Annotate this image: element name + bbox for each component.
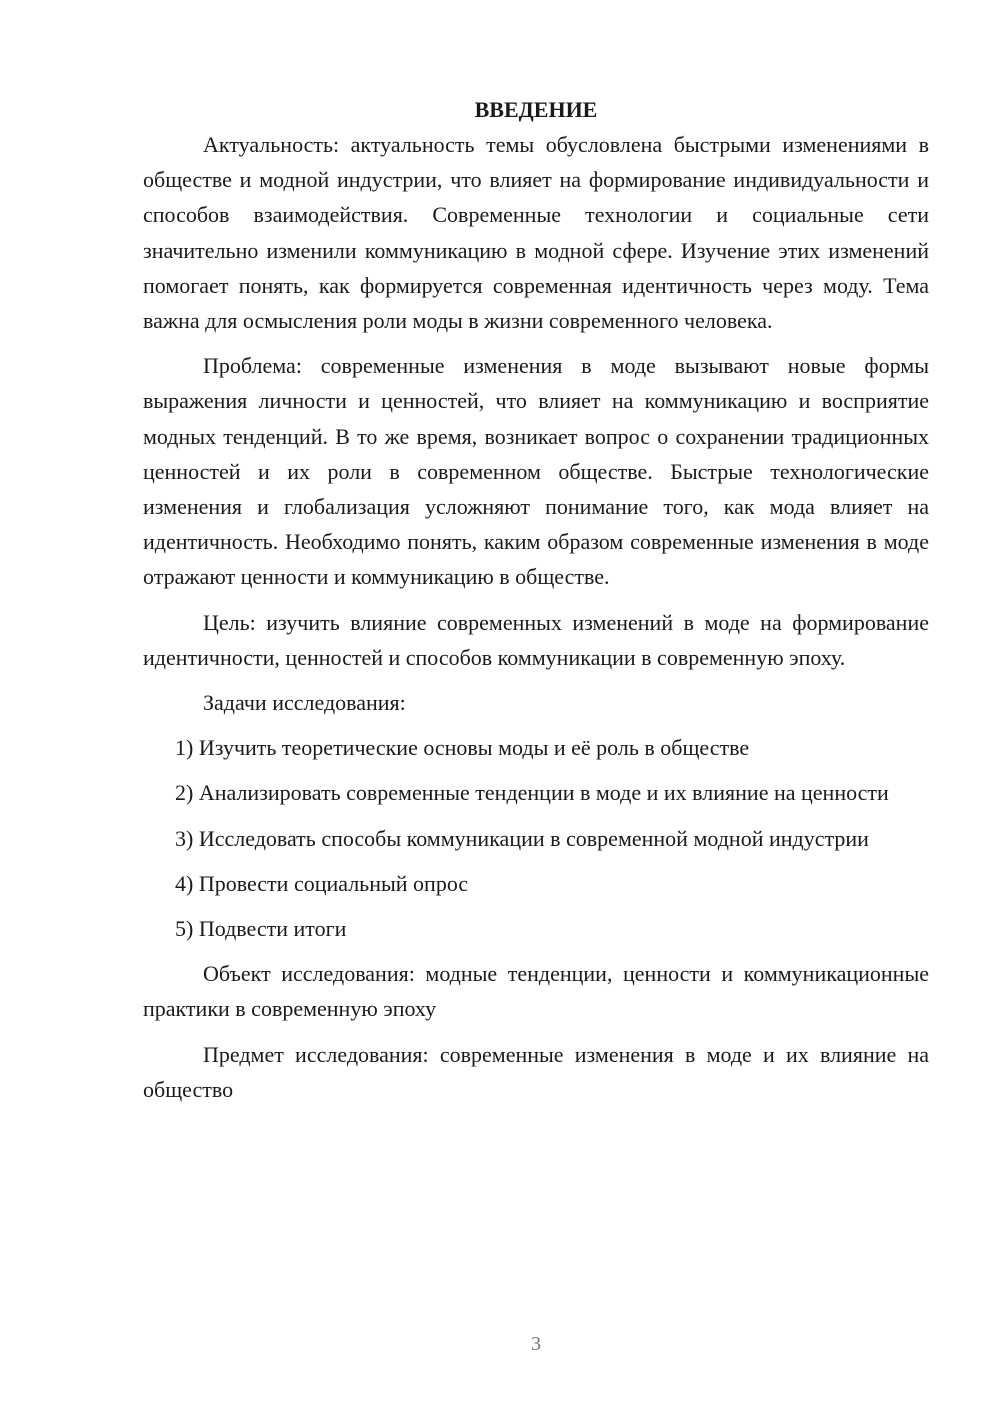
paragraph-goal: Цель: изучить влияние современных изменений в моде на формирование идентичности, ценностей и способов коммуникации в современную эпоху. <box>143 609 929 670</box>
paragraph-relevance: Актуальность: актуальность темы обусловлена быстрыми изменениями в обществе и модной индустрии, что влияет на формирование индивидуальности и способов взаимодействия. Современные технологии и социальные сети значительно изменили коммуникацию в модной сфере. Изучение этих изменений помогает понять, как формируется современная идентичность через моду. Тема важна для осмысления роли моды в жизни современного человека. <box>143 132 929 334</box>
document-page <box>143 95 929 1117</box>
task-item: 1) Изучить теоретические основы моды и её роль в обществе <box>175 735 750 761</box>
task-item: 4) Провести социальный опрос <box>175 870 469 896</box>
task-item: 3) Исследовать способы коммуникации в современной модной индустрии <box>175 825 869 851</box>
paragraph-object: Объект исследования: модные тенденции, ценности и коммуникационные практики в современную эпоху <box>143 961 929 1022</box>
task-item: 5) Подвести итоги <box>175 916 347 942</box>
document-title: ВВЕДЕНИЕ <box>474 97 598 122</box>
page-number: 3 <box>531 1333 541 1355</box>
paragraph-problem: Проблема: современные изменения в моде вызывают новые формы выражения личности и ценностей, что влияет на коммуникацию и восприятие модных тенденций. В то же время, возникает вопрос о сохранении традиционных ценностей и их роли в современном обществе. Быстрые технологические изменения и глобализация усложняют понимание того, как мода влияет на идентичность. Необходимо понять, каким образом современные изменения в моде отражают ценности и коммуникацию в обществе. <box>143 353 929 590</box>
paragraph-subject: Предмет исследования: современные изменения в моде и их влияние на общество <box>143 1041 929 1102</box>
task-item: 2) Анализировать современные тенденции в моде и их влияние на ценности <box>175 780 889 806</box>
tasks-heading: Задачи исследования: <box>203 690 406 716</box>
